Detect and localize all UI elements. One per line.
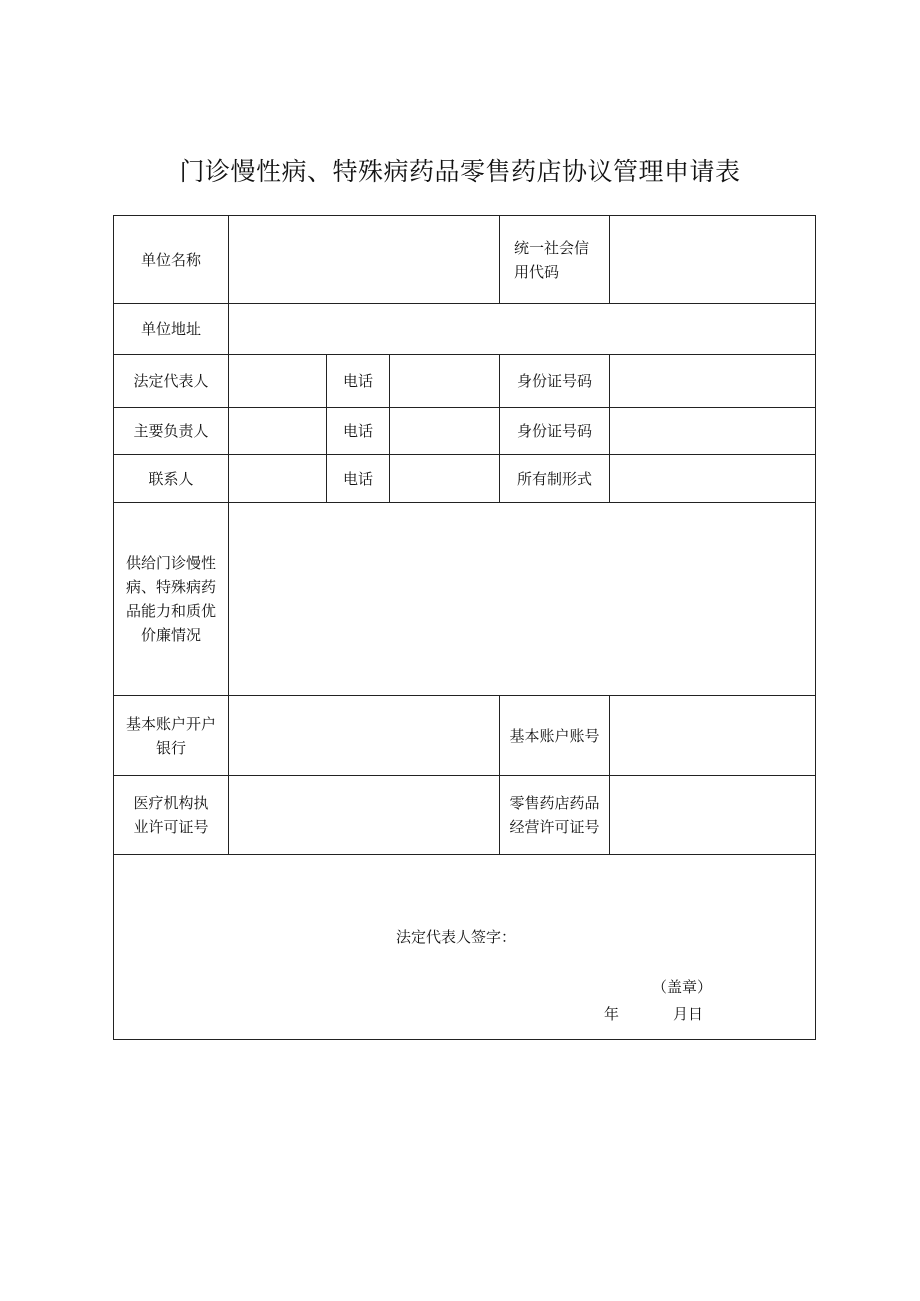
credit-code-field[interactable] — [610, 216, 816, 304]
row-signature — [114, 855, 816, 1040]
medical-license-label: 医疗机构执 业许可证号 — [114, 776, 229, 855]
pharmacy-license-field[interactable] — [610, 776, 816, 855]
legal-rep-label: 法定代表人 — [114, 355, 229, 408]
unit-name-label: 单位名称 — [114, 216, 229, 304]
medical-license-field[interactable] — [229, 776, 500, 855]
row-supply-capacity — [114, 503, 816, 696]
seal-label: （盖章） — [652, 978, 713, 996]
credit-code-label: 统一社会信 用代码 — [500, 216, 610, 304]
ownership-label: 所有制形式 — [500, 455, 610, 503]
row-unit-address — [114, 304, 816, 355]
document-title: 门诊慢性病、特殊病药品零售药店协议管理申请表 — [179, 157, 741, 186]
account-no-field[interactable] — [610, 696, 816, 776]
manager-phone-label: 电话 — [327, 408, 390, 455]
legal-rep-phone-label: 电话 — [327, 355, 390, 408]
row-contact — [114, 455, 816, 503]
supply-capacity-field[interactable] — [229, 503, 816, 696]
row-unit-name — [114, 216, 816, 304]
row-manager — [114, 408, 816, 455]
ownership-field[interactable] — [610, 455, 816, 503]
contact-field[interactable] — [229, 455, 327, 503]
manager-id-label: 身份证号码 — [500, 408, 610, 455]
manager-field[interactable] — [229, 408, 327, 455]
legal-rep-id-field[interactable] — [610, 355, 816, 408]
manager-phone-field[interactable] — [390, 408, 500, 455]
manager-label: 主要负责人 — [114, 408, 229, 455]
application-form-table — [113, 215, 816, 1040]
row-bank — [114, 696, 816, 776]
date-month-day-label: 月日 — [673, 1005, 704, 1023]
legal-rep-phone-field[interactable] — [390, 355, 500, 408]
manager-id-field[interactable] — [610, 408, 816, 455]
supply-capacity-label: 供给门诊慢性 病、特殊病药 品能力和质优 价廉情况 — [114, 503, 229, 696]
date-year-label: 年 — [604, 1005, 620, 1023]
contact-phone-field[interactable] — [390, 455, 500, 503]
bank-field[interactable] — [229, 696, 500, 776]
row-legal-rep — [114, 355, 816, 408]
bank-label: 基本账户开户 银行 — [114, 696, 229, 776]
account-no-label: 基本账户账号 — [500, 696, 610, 776]
signature-area[interactable] — [114, 855, 816, 1040]
contact-label: 联系人 — [114, 455, 229, 503]
signature-label: 法定代表人签字： — [396, 928, 517, 946]
legal-rep-id-label: 身份证号码 — [500, 355, 610, 408]
unit-name-field[interactable] — [229, 216, 500, 304]
legal-rep-field[interactable] — [229, 355, 327, 408]
contact-phone-label: 电话 — [327, 455, 390, 503]
pharmacy-license-label: 零售药店药品 经营许可证号 — [500, 776, 610, 855]
row-licenses — [114, 776, 816, 855]
unit-address-field[interactable] — [229, 304, 816, 355]
unit-address-label: 单位地址 — [114, 304, 229, 355]
